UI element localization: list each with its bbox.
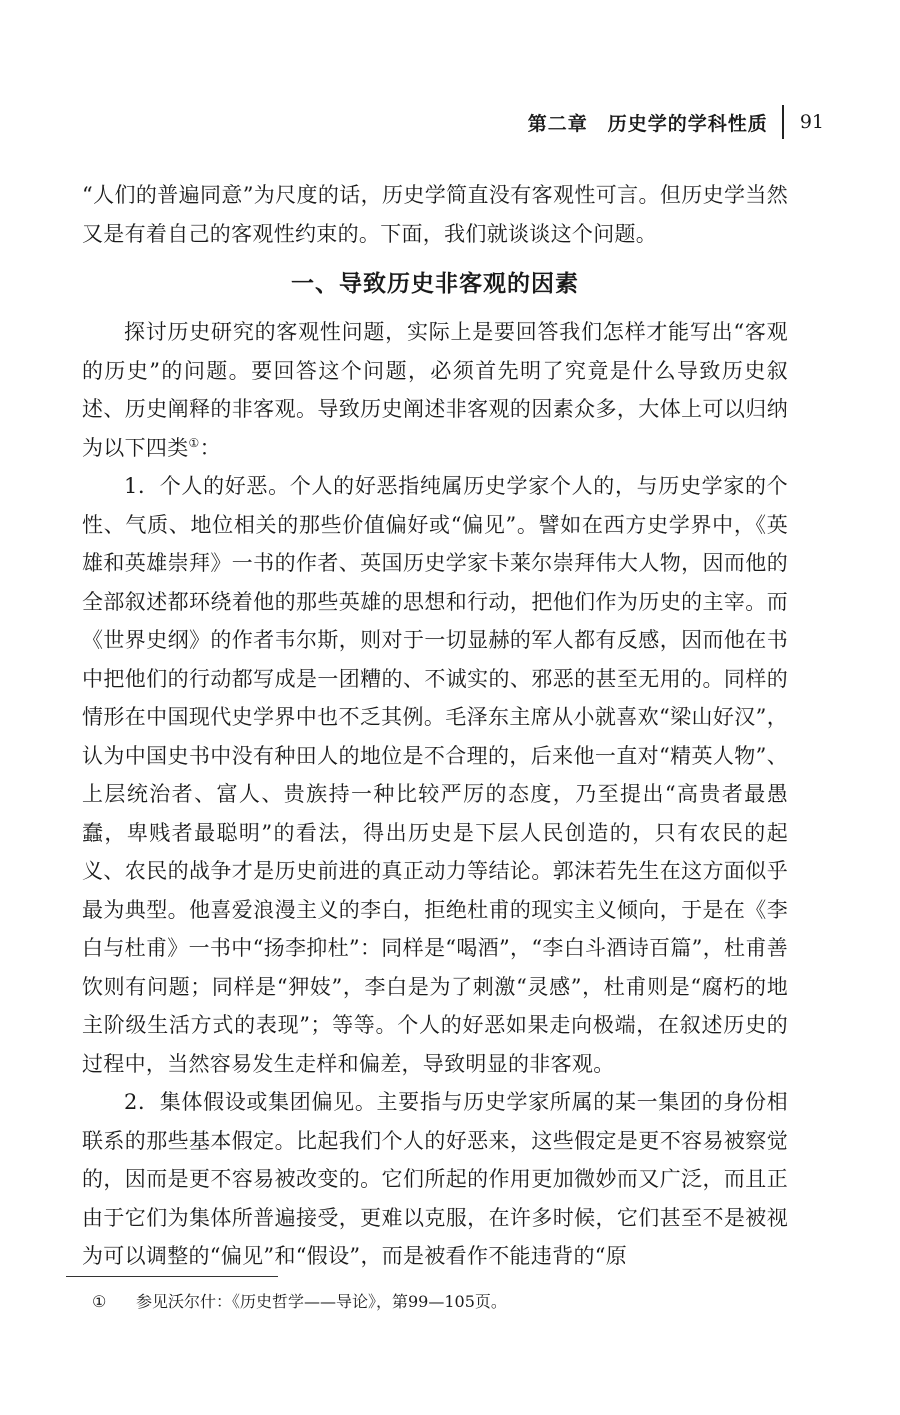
footnote-mark: ① <box>92 1292 107 1311</box>
footnote <box>92 1288 507 1316</box>
footnote-reference[interactable]: ① <box>188 435 200 450</box>
body-text <box>82 176 788 1276</box>
paragraph-intro-end: ： <box>199 435 221 460</box>
chapter-title: 第二章 历史学的学科性质 <box>527 112 768 135</box>
running-head <box>528 104 824 140</box>
paragraph-intro-text: 探讨历史研究的客观性问题，实际上是要回答我们怎样才能写出“客观的历史”的问题。要回答这个问题，必须首先明了究竟是什么导致历史叙述、历史阐释的非客观。导致历史阐述非客观的因素众多，大体上可以归纳为以下四类 <box>82 320 788 460</box>
page-number: 91 <box>799 111 824 133</box>
paragraph-personal-preference: 1．个人的好恶。个人的好恶指纯属历史学家个人的，与历史学家的个性、气质、地位相关的那些价值偏好或“偏见”。譬如在西方史学界中，《英雄和英雄崇拜》一书的作者、英国历史学家卡莱尔崇拜伟大人物，因而他的全部叙述都环绕着他的那些英雄的思想和行动，把他们作为历史的主宰。而《世界史纲》的作者韦尔斯，则对于一切显赫的军人都有反感，因而他在书中把他们的行动都写成是一团糟的、不诚实的、邪恶的甚至无用的。同样的情形在中国现代史学界中也不乏其例。毛泽东主席从小就喜欢“梁山好汉”，认为中国史书中没有种田人的地位是不合理的，后来他一直对“精英人物”、上层统治者、富人、贵族持一种比较严厉的态度，乃至提出“高贵者最愚蠢，卑贱者最聪明”的看法，得出历史是下层人民创造的，只有农民的起义、农民的战争才是历史前进的真正动力等结论。郭沫若先生在这方面似乎最为典型。他喜爱浪漫主义的李白，拒绝杜甫的现实主义倾向，于是在《李白与杜甫》一书中“扬李抑杜”：同样是“喝酒”，“李白斗酒诗百篇”，杜甫善饮则有问题；同样是“狎妓”，李白是为了刺激“灵感”，杜甫则是“腐朽的地主阶级生活方式的表现”；等等。个人的好恶如果走向极端，在叙述历史的过程中，当然容易发生走样和偏差，导致明显的非客观。 <box>82 474 788 1076</box>
header-divider <box>782 105 784 139</box>
paragraph-intro <box>82 313 788 467</box>
paragraph-continuation: “人们的普遍同意”为尺度的话，历史学简直没有客观性可言。但历史学当然又是有着自己的客观性约束的。下面，我们就谈谈这个问题。 <box>82 183 788 246</box>
paragraph-collective-assumption: 2．集体假设或集团偏见。主要指与历史学家所属的某一集团的身份相联系的那些基本假定。比起我们个人的好恶来，这些假定是更不容易被察觉的，因而是更不容易被改变的。它们所起的作用更加微妙而又广泛，而且正由于它们为集体所普遍接受，更难以克服，在许多时候，它们甚至不是被视为可以调整的“偏见”和“假设”，而是被看作不能违背的“原 <box>82 1090 788 1268</box>
footnote-divider <box>66 1276 278 1277</box>
footnote-text: 参见沃尔什：《历史哲学——导论》，第99—105页。 <box>136 1292 507 1311</box>
section-heading: 一、导致历史非客观的因素 <box>291 271 579 297</box>
